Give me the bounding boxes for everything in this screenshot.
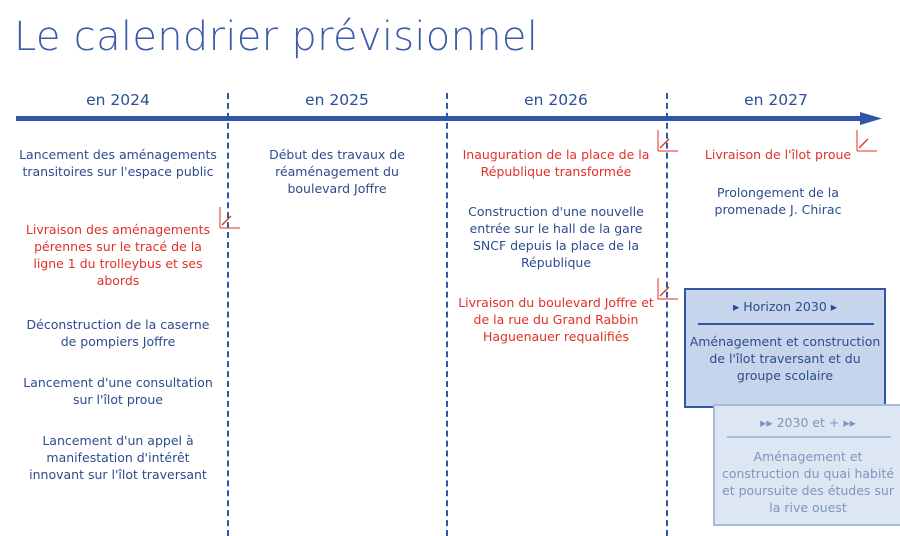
horizon-2030-label: ▸ Horizon 2030 ▸	[732, 299, 838, 314]
year-separator	[666, 93, 668, 536]
timeline-arrow	[16, 112, 882, 126]
milestone-2027-2: Prolongement de la promenade J. Chirac	[714, 185, 842, 217]
milestone-flag-icon	[855, 130, 877, 152]
divider	[727, 436, 891, 438]
milestone-2024-2: Livraison des aménagements pérennes sur le tracé de la ligne 1 du trolleybus et ses abords	[25, 222, 211, 288]
year-2025: en 2025	[305, 91, 369, 109]
milestone-2025-1: Début des travaux de réaménagement du boulevard Joffre	[269, 147, 405, 196]
milestone-2027-1: Livraison de l'îlot proue	[704, 147, 852, 162]
divider	[698, 323, 874, 325]
milestone-2024-3: Déconstruction de la caserne de pompiers Joffre	[26, 317, 210, 349]
year-2024: en 2024	[86, 91, 150, 109]
year-separator	[446, 93, 448, 536]
year-2026: en 2026	[524, 91, 588, 109]
milestone-2024-1: Lancement des aménagements transitoires sur l'espace public	[19, 147, 217, 179]
year-separator	[227, 93, 229, 536]
milestone-flag-icon	[218, 207, 240, 229]
year-2027: en 2027	[744, 91, 808, 109]
after-2030-text: Aménagement et construction du quai habité et poursuite des études sur la rive ouest	[721, 449, 895, 515]
milestone-2026-1: Inauguration de la place de la République transformée	[462, 147, 650, 179]
after-2030-box	[713, 404, 900, 526]
milestone-2024-4: Lancement d'une consultation sur l'îlot proue	[23, 375, 213, 407]
horizon-2030-box	[684, 288, 886, 408]
milestone-flag-icon	[656, 278, 678, 300]
page-title: Le calendrier prévisionnel	[14, 14, 539, 60]
milestone-2024-5: Lancement d'un appel à manifestation d'intérêt innovant sur l'îlot traversant	[29, 433, 207, 482]
after-2030-label: ▸▸ 2030 et + ▸▸	[760, 415, 856, 430]
milestone-2026-2: Construction d'une nouvelle entrée sur le hall de la gare SNCF depuis la place de la République	[468, 204, 644, 270]
milestone-2026-3: Livraison du boulevard Joffre et de la rue du Grand Rabbin Haguenauer requalifiés	[458, 295, 654, 344]
milestone-flag-icon	[656, 130, 678, 152]
horizon-2030-text: Aménagement et construction de l'îlot traversant et du groupe scolaire	[689, 334, 881, 383]
